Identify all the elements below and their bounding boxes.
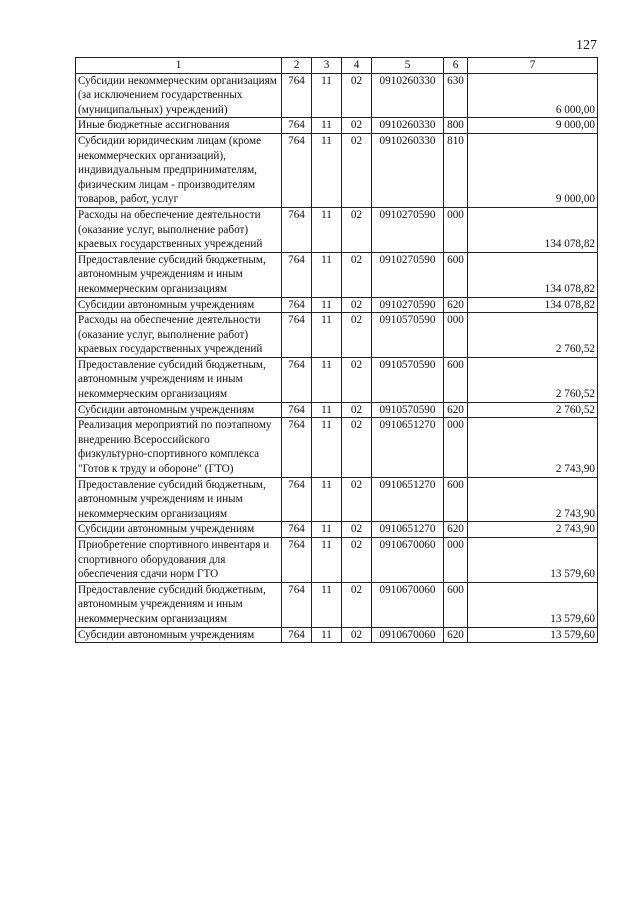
- section-code-cell: 11: [312, 627, 342, 643]
- amount-cell: 2 760,52: [468, 402, 598, 418]
- target-code-cell: 0910570590: [372, 313, 444, 358]
- column-header: 3: [312, 58, 342, 74]
- target-code-cell: 0910651270: [372, 418, 444, 477]
- ministry-code-cell: 764: [282, 477, 312, 522]
- subsection-code-cell: 02: [342, 207, 372, 252]
- table-row: [76, 402, 598, 418]
- column-header: 2: [282, 58, 312, 74]
- header-row: [76, 58, 598, 74]
- amount-cell: 13 579,60: [468, 582, 598, 627]
- table-row: [76, 252, 598, 297]
- table-row: [76, 73, 598, 118]
- ministry-code-cell: 764: [282, 252, 312, 297]
- ministry-code-cell: 764: [282, 402, 312, 418]
- column-header: 4: [342, 58, 372, 74]
- ministry-code-cell: 764: [282, 538, 312, 583]
- subsection-code-cell: 02: [342, 297, 372, 313]
- row-name-cell: Расходы на обеспечение деятельности (оказание услуг, выполнение работ) краевых государственных учреждений: [76, 207, 282, 252]
- expense-type-cell: 620: [444, 297, 468, 313]
- target-code-cell: 0910651270: [372, 477, 444, 522]
- section-code-cell: 11: [312, 252, 342, 297]
- section-code-cell: 11: [312, 357, 342, 402]
- target-code-cell: 0910260330: [372, 118, 444, 134]
- expense-type-cell: 620: [444, 522, 468, 538]
- section-code-cell: 11: [312, 582, 342, 627]
- subsection-code-cell: 02: [342, 133, 372, 207]
- section-code-cell: 11: [312, 402, 342, 418]
- row-name-cell: Реализация мероприятий по поэтапному внедрению Всероссийского физкультурно-спортивного комплекса "Готов к труду и обороне" (ГТО): [76, 418, 282, 477]
- amount-cell: 13 579,60: [468, 627, 598, 643]
- expense-type-cell: 600: [444, 252, 468, 297]
- table-row: [76, 357, 598, 402]
- amount-cell: 2 743,90: [468, 522, 598, 538]
- target-code-cell: 0910270590: [372, 252, 444, 297]
- amount-cell: 134 078,82: [468, 297, 598, 313]
- subsection-code-cell: 02: [342, 627, 372, 643]
- target-code-cell: 0910270590: [372, 207, 444, 252]
- row-name-cell: Субсидии автономным учреждениям: [76, 297, 282, 313]
- expense-type-cell: 000: [444, 313, 468, 358]
- amount-cell: 134 078,82: [468, 252, 598, 297]
- subsection-code-cell: 02: [342, 73, 372, 118]
- table-row: [76, 133, 598, 207]
- expense-type-cell: 600: [444, 357, 468, 402]
- ministry-code-cell: 764: [282, 133, 312, 207]
- section-code-cell: 11: [312, 538, 342, 583]
- ministry-code-cell: 764: [282, 522, 312, 538]
- target-code-cell: 0910270590: [372, 297, 444, 313]
- row-name-cell: Субсидии автономным учреждениям: [76, 522, 282, 538]
- ministry-code-cell: 764: [282, 627, 312, 643]
- expense-type-cell: 000: [444, 418, 468, 477]
- subsection-code-cell: 02: [342, 477, 372, 522]
- expense-type-cell: 000: [444, 538, 468, 583]
- row-name-cell: Предоставление субсидий бюджетным, автономным учреждениям и иным некоммерческим организациям: [76, 477, 282, 522]
- subsection-code-cell: 02: [342, 418, 372, 477]
- amount-cell: 6 000,00: [468, 73, 598, 118]
- section-code-cell: 11: [312, 73, 342, 118]
- ministry-code-cell: 764: [282, 73, 312, 118]
- row-name-cell: Предоставление субсидий бюджетным, автономным учреждениям и иным некоммерческим организациям: [76, 582, 282, 627]
- subsection-code-cell: 02: [342, 522, 372, 538]
- column-header: 1: [76, 58, 282, 74]
- row-name-cell: Предоставление субсидий бюджетным, автономным учреждениям и иным некоммерческим организациям: [76, 357, 282, 402]
- target-code-cell: 0910651270: [372, 522, 444, 538]
- subsection-code-cell: 02: [342, 538, 372, 583]
- table-row: [76, 627, 598, 643]
- target-code-cell: 0910570590: [372, 357, 444, 402]
- column-header: 7: [468, 58, 598, 74]
- subsection-code-cell: 02: [342, 313, 372, 358]
- row-name-cell: Расходы на обеспечение деятельности (оказание услуг, выполнение работ) краевых государственных учреждений: [76, 313, 282, 358]
- table-row: [76, 207, 598, 252]
- ministry-code-cell: 764: [282, 418, 312, 477]
- table-row: [76, 418, 598, 477]
- expense-type-cell: 630: [444, 73, 468, 118]
- section-code-cell: 11: [312, 297, 342, 313]
- row-name-cell: Субсидии автономным учреждениям: [76, 402, 282, 418]
- target-code-cell: 0910260330: [372, 133, 444, 207]
- table-row: [76, 538, 598, 583]
- ministry-code-cell: 764: [282, 207, 312, 252]
- subsection-code-cell: 02: [342, 252, 372, 297]
- row-name-cell: Предоставление субсидий бюджетным, автономным учреждениям и иным некоммерческим организациям: [76, 252, 282, 297]
- subsection-code-cell: 02: [342, 357, 372, 402]
- table-row: [76, 477, 598, 522]
- expense-type-cell: 000: [444, 207, 468, 252]
- section-code-cell: 11: [312, 313, 342, 358]
- row-name-cell: Приобретение спортивного инвентаря и спортивного оборудования для обеспечения сдачи норм ГТО: [76, 538, 282, 583]
- expense-type-cell: 800: [444, 118, 468, 134]
- ministry-code-cell: 764: [282, 118, 312, 134]
- amount-cell: 13 579,60: [468, 538, 598, 583]
- expense-type-cell: 620: [444, 402, 468, 418]
- amount-cell: 134 078,82: [468, 207, 598, 252]
- target-code-cell: 0910670060: [372, 538, 444, 583]
- section-code-cell: 11: [312, 418, 342, 477]
- expense-type-cell: 620: [444, 627, 468, 643]
- page-number: 127: [576, 38, 597, 53]
- target-code-cell: 0910570590: [372, 402, 444, 418]
- amount-cell: 9 000,00: [468, 118, 598, 134]
- column-header: 6: [444, 58, 468, 74]
- expense-type-cell: 810: [444, 133, 468, 207]
- section-code-cell: 11: [312, 477, 342, 522]
- section-code-cell: 11: [312, 118, 342, 134]
- expense-type-cell: 600: [444, 477, 468, 522]
- budget-table-body: [76, 58, 598, 643]
- ministry-code-cell: 764: [282, 297, 312, 313]
- row-name-cell: Субсидии юридическим лицам (кроме некоммерческих организаций), индивидуальным предпринимателям, физическим лицам - производителям товаров, работ, услуг: [76, 133, 282, 207]
- ministry-code-cell: 764: [282, 582, 312, 627]
- amount-cell: 2 743,90: [468, 418, 598, 477]
- ministry-code-cell: 764: [282, 357, 312, 402]
- table-row: [76, 297, 598, 313]
- expense-type-cell: 600: [444, 582, 468, 627]
- target-code-cell: 0910260330: [372, 73, 444, 118]
- row-name-cell: Субсидии некоммерческим организациям (за исключением государственных (муниципальных) учреждений): [76, 73, 282, 118]
- table-row: [76, 313, 598, 358]
- column-header: 5: [372, 58, 444, 74]
- amount-cell: 2 760,52: [468, 313, 598, 358]
- target-code-cell: 0910670060: [372, 627, 444, 643]
- budget-table: [75, 57, 598, 643]
- amount-cell: 2 760,52: [468, 357, 598, 402]
- section-code-cell: 11: [312, 207, 342, 252]
- subsection-code-cell: 02: [342, 582, 372, 627]
- amount-cell: 2 743,90: [468, 477, 598, 522]
- table-row: [76, 118, 598, 134]
- table-row: [76, 582, 598, 627]
- section-code-cell: 11: [312, 522, 342, 538]
- amount-cell: 9 000,00: [468, 133, 598, 207]
- target-code-cell: 0910670060: [372, 582, 444, 627]
- subsection-code-cell: 02: [342, 402, 372, 418]
- ministry-code-cell: 764: [282, 313, 312, 358]
- subsection-code-cell: 02: [342, 118, 372, 134]
- row-name-cell: Субсидии автономным учреждениям: [76, 627, 282, 643]
- row-name-cell: Иные бюджетные ассигнования: [76, 118, 282, 134]
- table-row: [76, 522, 598, 538]
- section-code-cell: 11: [312, 133, 342, 207]
